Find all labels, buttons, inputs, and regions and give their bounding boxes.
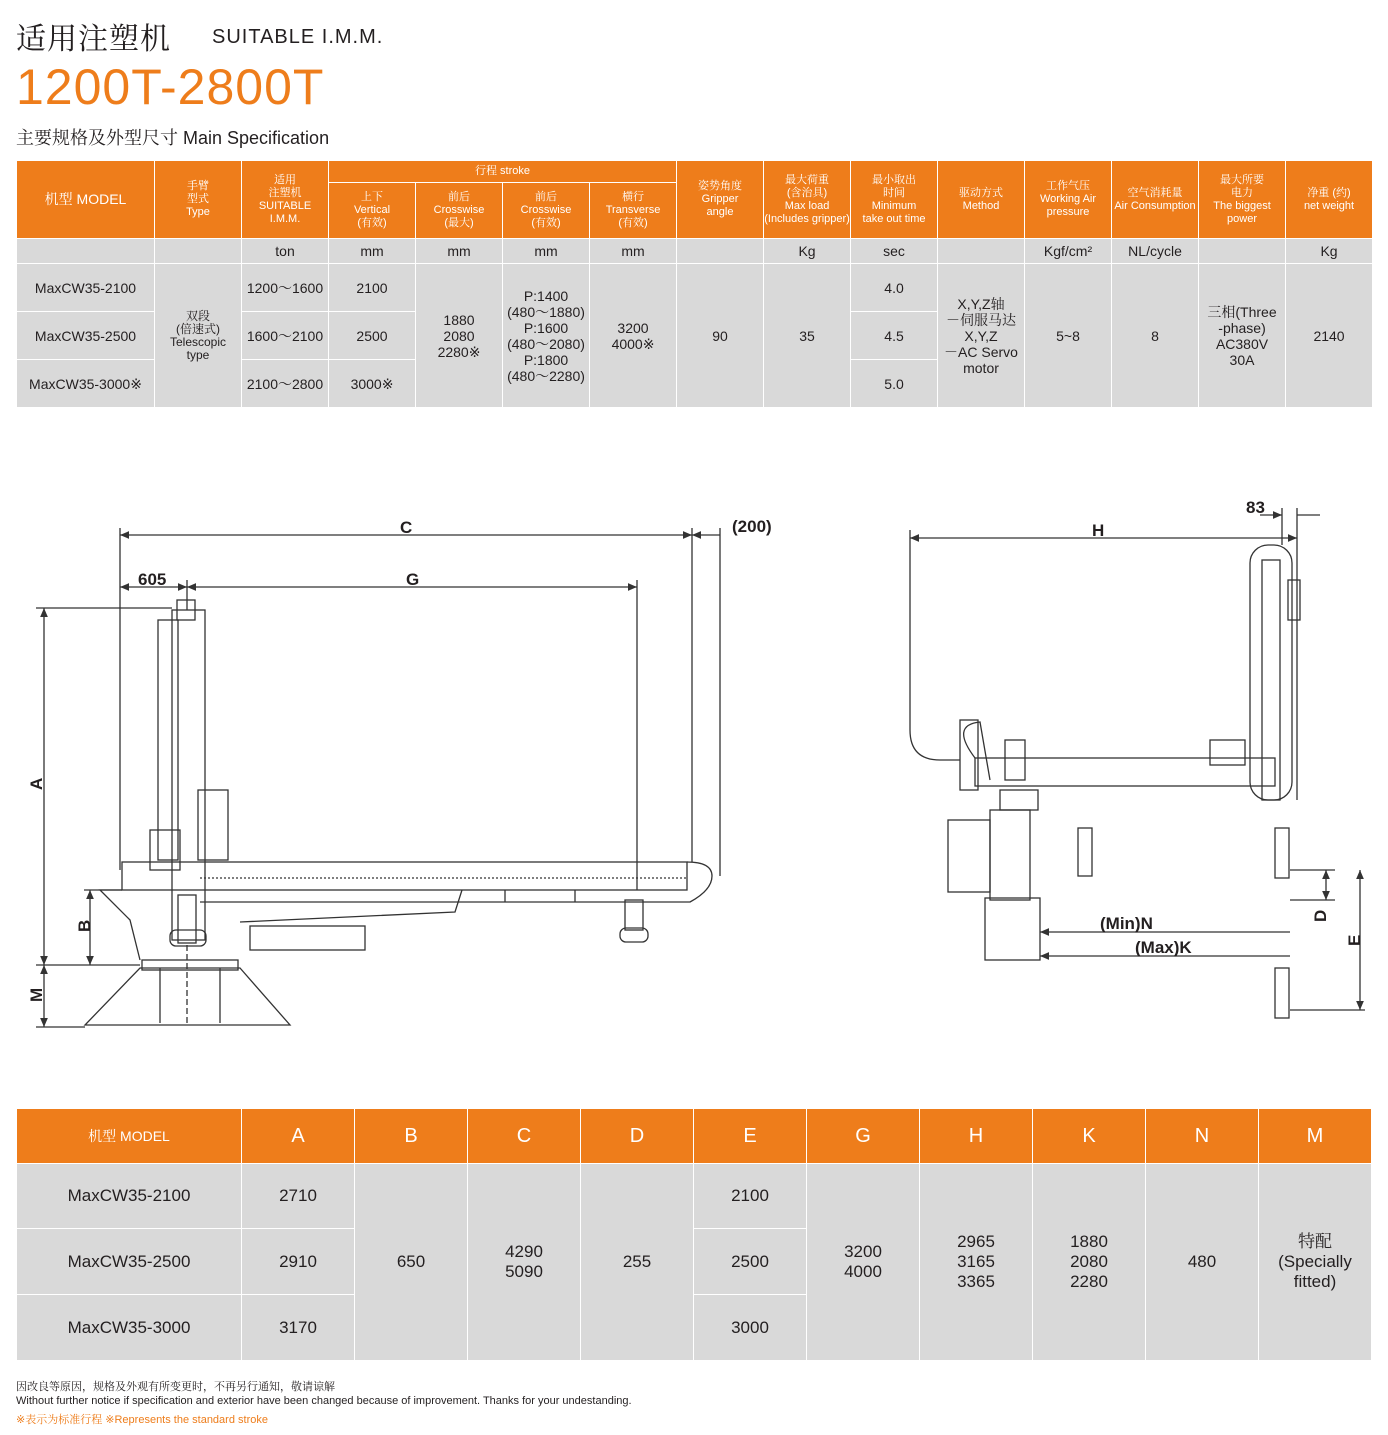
unit-cell: mm xyxy=(329,239,416,264)
dim-a-cell: 2710 xyxy=(242,1164,355,1229)
dim-header-model: 机型 MODEL xyxy=(17,1109,242,1164)
spec-method-cell: X,Y,Z轴 －伺服马达 X,Y,Z －AC Servo motor xyxy=(938,264,1025,408)
dimension-table xyxy=(16,1108,1372,1361)
dim-m-cell: 特配 (Specially fitted) xyxy=(1259,1164,1372,1361)
unit-cell: ton xyxy=(242,239,329,264)
unit-cell xyxy=(677,239,764,264)
dim-model-cell: MaxCW35-3000 xyxy=(17,1295,242,1361)
dim-e-cell: 3000 xyxy=(694,1295,807,1361)
dim-header-g: G xyxy=(807,1109,920,1164)
spec-type-cell: 双段 (倍速式) Telescopic type xyxy=(155,264,242,408)
title-en: SUITABLE I.M.M. xyxy=(212,26,384,48)
unit-cell: Kg xyxy=(1286,239,1373,264)
dim-header-c: C xyxy=(468,1109,581,1164)
dim-e-cell: 2100 xyxy=(694,1164,807,1229)
spec-vertical-cell: 2500 xyxy=(329,312,416,360)
spec-header-method: 驱动方式 Method xyxy=(938,161,1025,239)
dim-label-m: M xyxy=(27,987,46,1002)
spec-header-weight: 净重 (约) net weight xyxy=(1286,161,1373,239)
dim-header-e: E xyxy=(694,1109,807,1164)
dim-model-cell: MaxCW35-2100 xyxy=(17,1164,242,1229)
dim-model-cell: MaxCW35-2500 xyxy=(17,1229,242,1295)
dimension-drawing xyxy=(0,490,1388,1050)
spec-crosswise-max-cell: 1880 2080 2280※ xyxy=(416,264,503,408)
spec-take-out-cell: 5.0 xyxy=(851,360,938,408)
spec-header-take-out: 最小取出 时间 Minimum take out time xyxy=(851,161,938,239)
spec-crosswise-eff-cell: P:1400 (480～1880) P:1600 (480～2080) P:1800 (480～2280) xyxy=(503,264,590,408)
unit-cell: mm xyxy=(503,239,590,264)
unit-cell: mm xyxy=(590,239,677,264)
dim-n-cell: 480 xyxy=(1146,1164,1259,1361)
dim-b-cell: 650 xyxy=(355,1164,468,1361)
unit-cell: Kg xyxy=(764,239,851,264)
unit-cell xyxy=(938,239,1025,264)
dim-label-c: C xyxy=(400,518,413,537)
dim-label-e: E xyxy=(1345,934,1364,946)
dim-label-605: 605 xyxy=(138,570,167,589)
spec-model-cell: MaxCW35-2500 xyxy=(17,312,155,360)
spec-header-transverse: 横行 Transverse (有效) xyxy=(590,183,677,239)
dim-a-cell: 2910 xyxy=(242,1229,355,1295)
spec-header-vertical: 上下 Vertical (有效) xyxy=(329,183,416,239)
spec-power-cell: 三相(Three -phase) AC380V 30A xyxy=(1199,264,1286,408)
spec-take-out-cell: 4.0 xyxy=(851,264,938,312)
spec-header-power: 最大所要 电力 The biggest power xyxy=(1199,161,1286,239)
spec-imm-cell: 2100～2800 xyxy=(242,360,329,408)
spec-header-crosswise-eff: 前后 Crosswise (有效) xyxy=(503,183,590,239)
dim-k-cell: 1880 2080 2280 xyxy=(1033,1164,1146,1361)
spec-header-gripper-angle: 姿势角度 Gripper angle xyxy=(677,161,764,239)
dim-header-d: D xyxy=(581,1109,694,1164)
dim-e-cell: 2500 xyxy=(694,1229,807,1295)
title-cn: 适用注塑机 xyxy=(16,23,171,56)
unit-cell: sec xyxy=(851,239,938,264)
spec-imm-cell: 1200～1600 xyxy=(242,264,329,312)
spec-header-air-consumption: 空气消耗量 Air Consumption xyxy=(1112,161,1199,239)
unit-cell xyxy=(155,239,242,264)
note-en: Without further notice if specification and exterior have been changed because of improvement. Thanks for your undestanding. xyxy=(16,1395,632,1407)
dim-label-d: D xyxy=(1311,909,1330,922)
spec-max-load-cell: 35 xyxy=(764,264,851,408)
note-standard-stroke: ※表示为标准行程 ※Represents the standard stroke xyxy=(16,1414,268,1426)
spec-header-stroke: 行程 stroke xyxy=(329,161,677,183)
spec-header-max-load: 最大荷重 (含治具) Max load (Includes gripper) xyxy=(764,161,851,239)
spec-model-cell: MaxCW35-3000※ xyxy=(17,360,155,408)
spec-weight-cell: 2140 xyxy=(1286,264,1373,408)
dim-label-a: A xyxy=(27,777,46,790)
spec-header-imm: 适用 注塑机 SUITABLE I.M.M. xyxy=(242,161,329,239)
dim-header-n: N xyxy=(1146,1109,1259,1164)
dim-header-h: H xyxy=(920,1109,1033,1164)
dim-header-m: M xyxy=(1259,1109,1372,1164)
spec-title: 主要规格及外型尺寸 Main Specification xyxy=(16,128,330,148)
dim-header-k: K xyxy=(1033,1109,1146,1164)
spec-vertical-cell: 3000※ xyxy=(329,360,416,408)
spec-header-air-pressure: 工作气压 Working Air pressure xyxy=(1025,161,1112,239)
dim-label-k: (Max)K xyxy=(1135,938,1192,957)
dim-header-a: A xyxy=(242,1109,355,1164)
spec-table xyxy=(16,160,1373,408)
spec-model-cell: MaxCW35-2100 xyxy=(17,264,155,312)
unit-cell: NL/cycle xyxy=(1112,239,1199,264)
spec-transverse-cell: 3200 4000※ xyxy=(590,264,677,408)
dim-h-cell: 2965 3165 3365 xyxy=(920,1164,1033,1361)
spec-header-arm-type: 手臂 型式 Type xyxy=(155,161,242,239)
dim-a-cell: 3170 xyxy=(242,1295,355,1361)
unit-cell xyxy=(1199,239,1286,264)
dim-label-n: (Min)N xyxy=(1100,914,1153,933)
front-view-drawing xyxy=(36,528,720,1027)
spec-air-consumption-cell: 8 xyxy=(1112,264,1199,408)
tonnage-range: 1200T-2800T xyxy=(16,59,325,115)
dim-label-b: B xyxy=(75,919,94,932)
unit-cell xyxy=(17,239,155,264)
spec-imm-cell: 1600～2100 xyxy=(242,312,329,360)
spec-air-pressure-cell: 5~8 xyxy=(1025,264,1112,408)
note-cn: 因改良等原因，规格及外观有所变更时，不再另行通知，敬请谅解 xyxy=(16,1381,335,1393)
dim-c-cell: 4290 5090 xyxy=(468,1164,581,1361)
dim-label-83: 83 xyxy=(1246,498,1265,517)
dim-g-cell: 3200 4000 xyxy=(807,1164,920,1361)
spec-take-out-cell: 4.5 xyxy=(851,312,938,360)
dim-label-g: G xyxy=(406,570,420,589)
unit-cell: mm xyxy=(416,239,503,264)
spec-header-model: 机型 MODEL xyxy=(17,161,155,239)
unit-cell: Kgf/cm² xyxy=(1025,239,1112,264)
spec-vertical-cell: 2100 xyxy=(329,264,416,312)
dim-header-b: B xyxy=(355,1109,468,1164)
dim-d-cell: 255 xyxy=(581,1164,694,1361)
spec-gripper-angle-cell: 90 xyxy=(677,264,764,408)
dim-label-h: H xyxy=(1092,521,1105,540)
dim-label-200: (200) xyxy=(732,517,772,536)
spec-header-crosswise-max: 前后 Crosswise (最大) xyxy=(416,183,503,239)
